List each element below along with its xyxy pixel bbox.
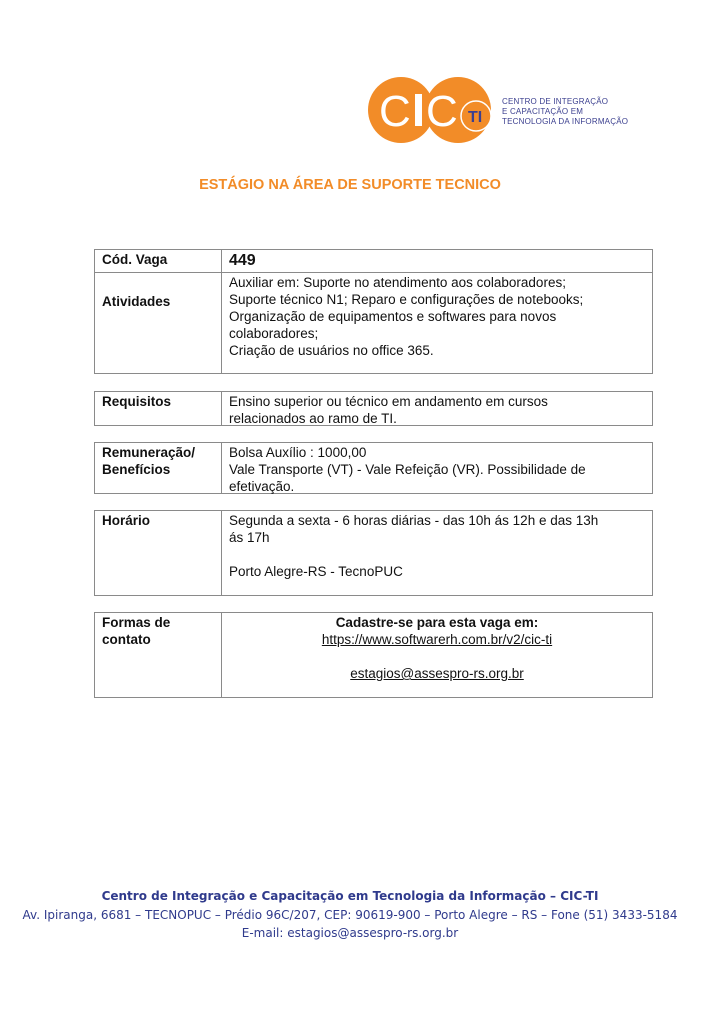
requisitos-line: Ensino superior ou técnico em andamento em cursos bbox=[229, 394, 548, 409]
logo-caption-line: TECNOLOGIA DA INFORMAÇÃO bbox=[502, 117, 629, 126]
contato-row bbox=[95, 613, 652, 697]
activities-line: Organização de equipamentos e softwares para novos bbox=[229, 309, 557, 324]
cic-ti-logo bbox=[368, 76, 494, 144]
svg-text:C: C bbox=[379, 87, 411, 136]
requisitos-value bbox=[222, 392, 652, 425]
remuneracao-label bbox=[95, 443, 222, 493]
contato-table bbox=[94, 612, 653, 698]
activities-line: colaboradores; bbox=[229, 326, 319, 341]
logo-caption-line: CENTRO DE INTEGRAÇÃO bbox=[502, 97, 609, 106]
contato-label bbox=[95, 613, 222, 697]
horario-table bbox=[94, 510, 653, 596]
svg-text:C: C bbox=[426, 87, 458, 136]
footer-email: E-mail: estagios@assespro-rs.org.br bbox=[241, 926, 459, 940]
remuneracao-line: Bolsa Auxílio : 1000,00 bbox=[229, 445, 367, 460]
code-value: 449 bbox=[229, 252, 256, 269]
remuneracao-label-line: Benefícios bbox=[102, 462, 171, 477]
footer-address: Av. Ipiranga, 6681 – TECNOPUC – Prédio 96C/207, CEP: 90619-900 – Porto Alegre – RS – Fone (51) 3433-5184 bbox=[22, 907, 678, 922]
activities-line: Auxiliar em: Suporte no atendimento aos colaboradores; bbox=[229, 275, 566, 290]
horario-location: Porto Alegre-RS - TecnoPUC bbox=[229, 564, 403, 579]
horario-row bbox=[95, 511, 652, 595]
code-row bbox=[95, 250, 652, 272]
activities-value bbox=[222, 273, 652, 374]
remuneracao-line: Vale Transporte (VT) - Vale Refeição (VR). Possibilidade de bbox=[229, 462, 586, 477]
activities-row bbox=[95, 272, 652, 374]
remuneracao-value bbox=[222, 443, 652, 493]
footer-org-name: Centro de Integração e Capacitação em Tecnologia da Informação – CIC-TI bbox=[101, 889, 599, 903]
contato-email-link[interactable]: estagios@assespro-rs.org.br bbox=[350, 666, 524, 681]
horario-line: Segunda a sexta - 6 horas diárias - das 10h ás 12h e das 13h bbox=[229, 513, 599, 528]
requisitos-row bbox=[95, 392, 652, 425]
requisitos-label: Requisitos bbox=[95, 392, 222, 425]
remuneracao-row bbox=[95, 443, 652, 493]
requisitos-line: relacionados ao ramo de TI. bbox=[229, 411, 397, 426]
code-label: Cód. Vaga bbox=[95, 250, 222, 272]
footer bbox=[0, 887, 700, 943]
contato-heading: Cadastre-se para esta vaga em: bbox=[335, 615, 539, 630]
activities-line: Suporte técnico N1; Reparo e configurações de notebooks; bbox=[229, 292, 584, 307]
activities-label: Atividades bbox=[95, 273, 222, 374]
horario-label: Horário bbox=[95, 511, 222, 595]
remuneracao-line: efetivação. bbox=[229, 479, 295, 494]
vaga-table bbox=[94, 249, 653, 374]
logo-caption-line: E CAPACITAÇÃO EM bbox=[502, 107, 584, 116]
contato-url-link[interactable]: https://www.softwarerh.com.br/v2/cic-ti bbox=[321, 632, 553, 647]
logo-caption bbox=[502, 97, 628, 127]
contato-label-line: Formas de bbox=[102, 615, 171, 630]
remuneracao-table bbox=[94, 442, 653, 494]
horario-line: ás 17h bbox=[229, 530, 270, 545]
remuneracao-label-line: Remuneração/ bbox=[102, 445, 196, 460]
contato-value bbox=[222, 613, 652, 697]
requisitos-table bbox=[94, 391, 653, 426]
activities-line: Criação de usuários no office 365. bbox=[229, 343, 434, 358]
horario-value bbox=[222, 511, 652, 595]
page-title: ESTÁGIO NA ÁREA DE SUPORTE TECNICO bbox=[199, 177, 501, 193]
logo-badge-text: TI bbox=[468, 109, 483, 126]
contato-label-line: contato bbox=[102, 632, 151, 647]
